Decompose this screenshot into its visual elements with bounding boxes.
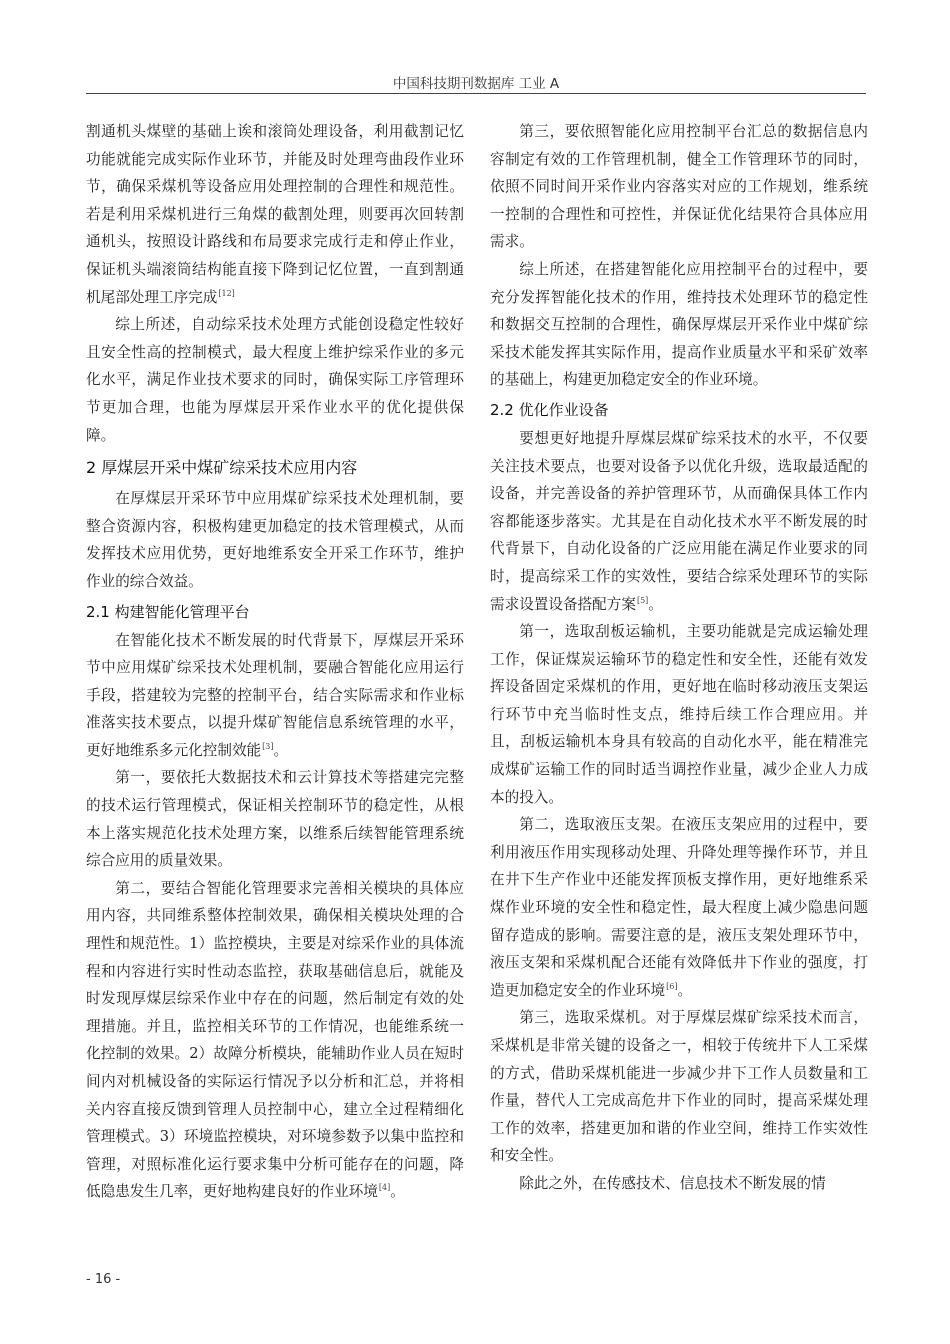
paragraph: 在厚煤层开采环节中应用煤矿综采技术处理机制，要整合资源内容，积极构建更加稳定的技术管理模式，从而发挥技术应用优势，更好地维系安全开采工作环节，维护作业的综合效益。 bbox=[86, 490, 464, 590]
paragraph bbox=[86, 118, 464, 311]
paragraph-text: 在智能化技术不断发展的时代背景下，厚煤层开采环节中应用煤矿综采技术处理机制，要融合智能化应用运行手段，搭建较为完整的控制平台，结合实际需求和作业标准落实技术要点，以提升煤矿智能信息系统管理的水平，更好地维系多元化控制效能 bbox=[86, 631, 464, 759]
paragraph bbox=[86, 875, 464, 1206]
punctuation: 。 bbox=[390, 1183, 405, 1201]
header-divider bbox=[86, 93, 866, 94]
paragraph: 第一，要依托大数据技术和云计算技术等搭建完完整的技术运行管理模式，保证相关控制环节的稳定性，从根本上落实规范化技术处理方案，以维系后续智能管理系统综合应用的质量效果。 bbox=[86, 769, 464, 870]
punctuation: 。 bbox=[273, 741, 289, 759]
paragraph bbox=[490, 811, 868, 1004]
paragraph-text: 割通机头煤壁的基础上诶和滚筒处理设备，利用截割记忆功能就能完成实际作业环节，并能及时处理弯曲段作业环节，确保采煤机等设备应用处理控制的合理性和规范性。若是利用采煤机进行三角煤的截割处理，则要再次回转割通机头，按照设计路线和布局要求完成行走和停止作业，保证机头端滚筒结构能直接下降到记忆位置，一直到割通机尾部处理工序完成 bbox=[86, 123, 464, 306]
paragraph: 第三，选取采煤机。对于厚煤层煤矿综采技术而言，采煤机是非常关键的设备之一，相较于传统井下人工采煤的方式，借助采煤机能进一步减少井下工作人员数量和工作量，替代人工完成高危井下作业的同时，提高采煤处理工作的效率，搭建更加和谐的作业空间，维持工作实效性和安全性。 bbox=[490, 1009, 868, 1165]
paragraph: 第三，要依照智能化应用控制平台汇总的数据信息内容制定有效的工作管理机制，健全工作管理环节的同时，依照不同时间开采作业内容落实对应的工作规划，维系统一控制的合理性和可控性，并保证优化结果符合具体应用需求。 bbox=[490, 123, 868, 251]
section-heading: 2 厚煤层开采中煤矿综采技术应用内容 bbox=[86, 458, 358, 478]
citation: [5] bbox=[636, 595, 649, 605]
journal-header: 中国科技期刊数据库 工业 A bbox=[392, 76, 560, 92]
paragraph: 除此之外，在传感技术、信息技术不断发展的情 bbox=[519, 1174, 826, 1192]
citation: [12] bbox=[218, 288, 235, 298]
page-number: - 16 - bbox=[86, 1272, 121, 1287]
punctuation: 。 bbox=[677, 981, 693, 999]
citation: [6] bbox=[666, 981, 678, 991]
paragraph: 综上所述，在搭建智能化应用控制平台的过程中，要充分发挥智能化技术的作用，维持技术处理环节的稳定性和数据交互控制的合理性，确保厚煤层开采作业中煤矿综采技术能发挥其实际作用，提高作业质量水平和采矿效率的基础上，构建更加稳定安全的作业环境。 bbox=[490, 260, 868, 389]
right-column bbox=[490, 118, 868, 1198]
subsection-heading: 2.2 优化作业设备 bbox=[490, 400, 609, 419]
subsection-heading: 2.1 构建智能化管理平台 bbox=[86, 602, 250, 621]
paragraph-text: 要想更好地提升厚煤层煤矿综采技术的水平，不仅要关注技术要点，也要对设备予以优化升级，选取最适配的设备，并完善设备的养护管理环节，从而确保具体工作内容都能逐步落实。尤其是在自动化技术水平不断发展的时代背景下，自动化设备的广泛应用能在满足作业要求的同时，提高综采工作的实效性，要结合综采处理环节的实际需求设置设备搭配方案 bbox=[490, 429, 868, 613]
citation: [3] bbox=[262, 741, 274, 751]
paragraph-text: 第二，选取液压支架。在液压支架应用的过程中，要利用液压作用实现移动处理、升降处理等操作环节，并且在井下生产作业中还能发挥顶板支撑作用，更好地维系采煤作业环境的安全性和稳定性，最大程度上减少隐患问题留存造成的影响。需要注意的是，液压支架处理环节中，液压支架和采煤机配合还能有效降低井下作业的强度，打造更加稳定安全的作业环境 bbox=[490, 816, 868, 999]
citation: [4] bbox=[378, 1183, 391, 1193]
punctuation: 。 bbox=[648, 595, 663, 613]
paragraph bbox=[86, 627, 464, 765]
left-column bbox=[86, 118, 464, 1206]
paragraph: 综上所述，自动综采技术处理方式能创设稳定性较好且安全性高的控制模式，最大程度上维护综采作业的多元化水平，满足作业技术要求的同时，确保实际工序管理环节更加合理，也能为厚煤层开采作业水平的优化提供保障。 bbox=[86, 316, 464, 444]
paragraph bbox=[490, 425, 868, 618]
paragraph-text: 第二，要结合智能化管理要求完善相关模块的具体应用内容，共同维系整体控制效果，确保相关模块处理的合理性和规范性。1）监控模块，主要是对综采作业的具体流程和内容进行实时性动态监控，获取基础信息后，就能及时发现厚煤层综采作业中存在的问题，然后制定有效的处理措施。并且，监控相关环节的工作情况，也能维系统一化控制的效果。2）故障分析模块，能辅助作业人员在短时间内对机械设备的实际运行情况予以分析和汇总，并将相关内容直接反馈到管理人员控制中心，建立全过程精细化管理模式。3）环境监控模块，对环境参数予以集中监控和管理，对照标准化运行要求集中分析可能存在的问题，降低隐患发生几率，更好地构建良好的作业环境 bbox=[86, 879, 464, 1201]
paragraph: 第一，选取刮板运输机，主要功能就是完成运输处理工作，保证煤炭运输环节的稳定性和安全性，还能有效发挥设备固定采煤机的作用，更好地在临时移动液压支架运行环节中充当临时性支点，维持后续工作合理应用。并且，刮板运输机本身具有较高的自动化水平，能在精准完成煤矿运输工作的同时适当调控作业量，减少企业人力成本的投入。 bbox=[490, 623, 868, 806]
